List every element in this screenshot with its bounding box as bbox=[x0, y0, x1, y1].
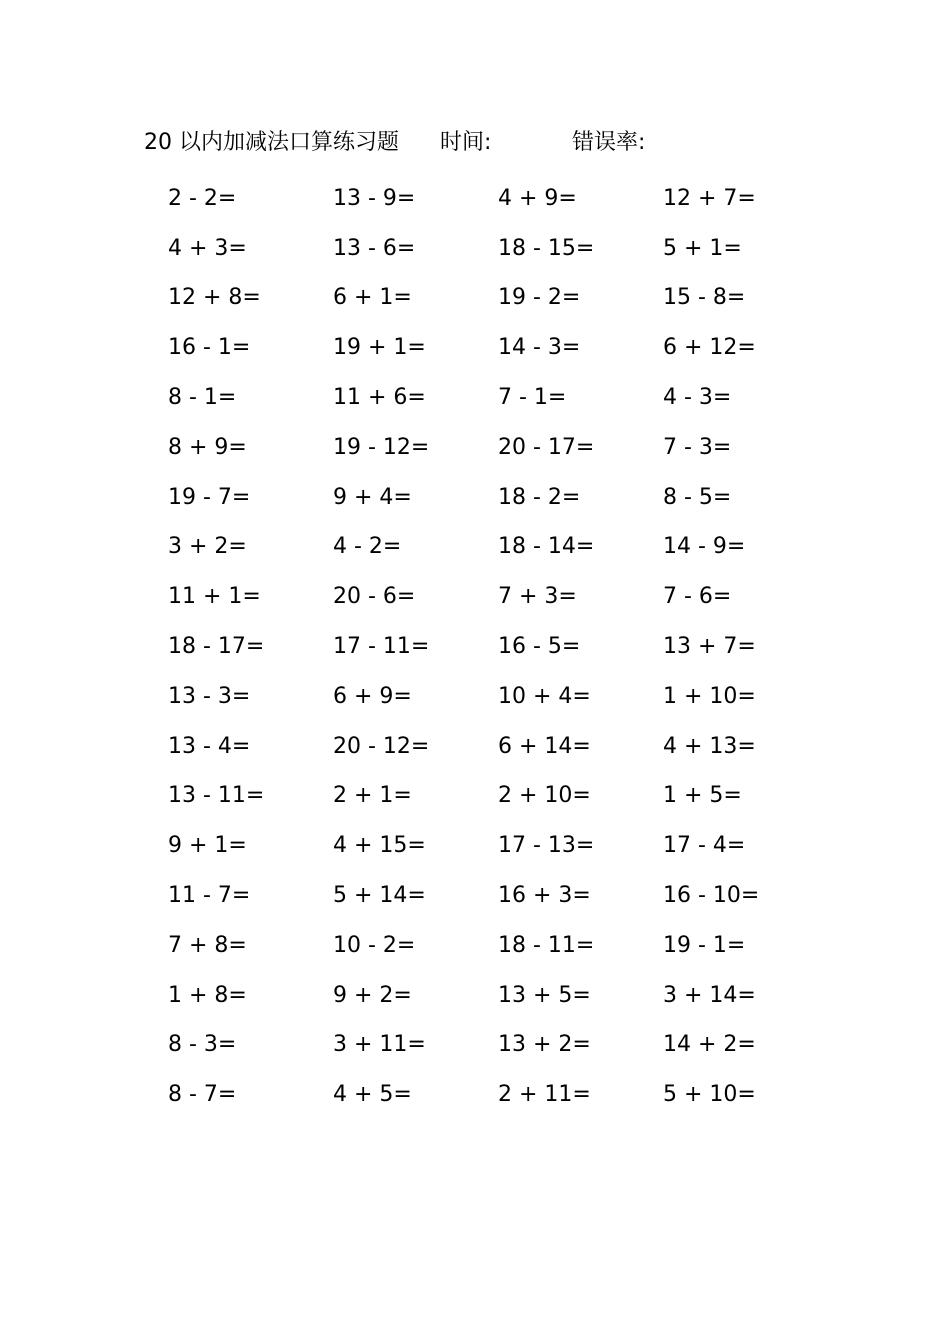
problem-row bbox=[140, 1021, 800, 1071]
math-problem: 14 - 3= bbox=[498, 335, 581, 361]
problem-row bbox=[140, 1070, 800, 1120]
worksheet-title: 20 以内加减法口算练习题 bbox=[144, 130, 399, 155]
math-problem: 5 + 1= bbox=[663, 235, 742, 261]
math-problem: 4 + 5= bbox=[333, 1082, 412, 1108]
math-problem: 13 - 3= bbox=[168, 683, 251, 709]
math-problem: 7 + 3= bbox=[498, 584, 577, 610]
math-problem: 7 + 8= bbox=[168, 932, 247, 958]
math-problem: 6 + 9= bbox=[333, 683, 412, 709]
math-problem: 2 + 1= bbox=[333, 783, 412, 809]
math-problem: 20 - 17= bbox=[498, 434, 595, 460]
math-problem: 10 + 4= bbox=[498, 683, 591, 709]
time-label: 时间: bbox=[440, 130, 492, 155]
math-problem: 7 - 6= bbox=[663, 584, 732, 610]
math-problem: 16 + 3= bbox=[498, 883, 591, 909]
problem-row bbox=[140, 622, 800, 672]
math-problem: 6 + 14= bbox=[498, 733, 591, 759]
problem-row bbox=[140, 921, 800, 971]
math-problem: 4 + 15= bbox=[333, 833, 426, 859]
math-problem: 14 + 2= bbox=[663, 1032, 756, 1058]
math-problem: 8 - 7= bbox=[168, 1082, 237, 1108]
math-problem: 20 - 6= bbox=[333, 584, 416, 610]
problem-row bbox=[140, 224, 800, 274]
math-problem: 6 + 12= bbox=[663, 335, 756, 361]
math-problem: 13 - 4= bbox=[168, 733, 251, 759]
math-problem: 18 - 14= bbox=[498, 534, 595, 560]
math-problem: 12 + 8= bbox=[168, 285, 261, 311]
math-problem: 3 + 2= bbox=[168, 534, 247, 560]
error-rate-label: 错误率: bbox=[572, 130, 646, 155]
math-problem: 11 + 6= bbox=[333, 385, 426, 411]
math-problem: 17 - 4= bbox=[663, 833, 746, 859]
problem-row bbox=[140, 572, 800, 622]
math-problem: 7 - 3= bbox=[663, 434, 732, 460]
math-problem: 8 + 9= bbox=[168, 434, 247, 460]
math-problem: 11 + 1= bbox=[168, 584, 261, 610]
problem-row bbox=[140, 473, 800, 523]
math-problem: 18 - 11= bbox=[498, 932, 595, 958]
math-problem: 5 + 10= bbox=[663, 1082, 756, 1108]
math-problem: 2 + 10= bbox=[498, 783, 591, 809]
math-problem: 15 - 8= bbox=[663, 285, 746, 311]
math-problem: 18 - 2= bbox=[498, 484, 581, 510]
math-problem: 7 - 1= bbox=[498, 385, 567, 411]
math-problem: 2 + 11= bbox=[498, 1082, 591, 1108]
math-problem: 10 - 2= bbox=[333, 932, 416, 958]
math-problem: 3 + 14= bbox=[663, 982, 756, 1008]
problem-row bbox=[140, 871, 800, 921]
math-problem: 6 + 1= bbox=[333, 285, 412, 311]
math-problem: 1 + 10= bbox=[663, 683, 756, 709]
math-problem: 19 - 12= bbox=[333, 434, 430, 460]
math-problem: 3 + 11= bbox=[333, 1032, 426, 1058]
math-problem: 20 - 12= bbox=[333, 733, 430, 759]
math-problem: 13 - 6= bbox=[333, 235, 416, 261]
math-problem: 12 + 7= bbox=[663, 185, 756, 211]
problem-row bbox=[140, 772, 800, 822]
math-problem: 1 + 8= bbox=[168, 982, 247, 1008]
math-problem: 8 - 3= bbox=[168, 1032, 237, 1058]
math-problem: 4 + 13= bbox=[663, 733, 756, 759]
math-problem: 19 + 1= bbox=[333, 335, 426, 361]
problem-row bbox=[140, 174, 800, 224]
math-problem: 4 + 3= bbox=[168, 235, 247, 261]
math-problem: 13 - 11= bbox=[168, 783, 265, 809]
math-problem: 13 + 7= bbox=[663, 634, 756, 660]
math-problem: 17 - 11= bbox=[333, 634, 430, 660]
math-problem: 4 + 9= bbox=[498, 185, 577, 211]
math-problem: 19 - 7= bbox=[168, 484, 251, 510]
math-problem: 2 - 2= bbox=[168, 185, 237, 211]
math-problem: 5 + 14= bbox=[333, 883, 426, 909]
problem-row bbox=[140, 523, 800, 573]
math-problem: 18 - 15= bbox=[498, 235, 595, 261]
math-problem: 9 + 1= bbox=[168, 833, 247, 859]
math-problem: 4 - 2= bbox=[333, 534, 402, 560]
math-problem: 4 - 3= bbox=[663, 385, 732, 411]
math-problem: 13 + 5= bbox=[498, 982, 591, 1008]
math-problem: 13 - 9= bbox=[333, 185, 416, 211]
math-problem: 18 - 17= bbox=[168, 634, 265, 660]
problem-grid bbox=[140, 174, 800, 1120]
math-problem: 19 - 1= bbox=[663, 932, 746, 958]
problem-row bbox=[140, 672, 800, 722]
math-problem: 8 - 5= bbox=[663, 484, 732, 510]
math-problem: 16 - 10= bbox=[663, 883, 760, 909]
math-problem: 17 - 13= bbox=[498, 833, 595, 859]
math-problem: 14 - 9= bbox=[663, 534, 746, 560]
problem-row bbox=[140, 423, 800, 473]
problem-row bbox=[140, 971, 800, 1021]
problem-row bbox=[140, 722, 800, 772]
math-problem: 9 + 2= bbox=[333, 982, 412, 1008]
math-problem: 8 - 1= bbox=[168, 385, 237, 411]
problem-row bbox=[140, 274, 800, 324]
problem-row bbox=[140, 821, 800, 871]
math-problem: 16 - 5= bbox=[498, 634, 581, 660]
math-problem: 11 - 7= bbox=[168, 883, 251, 909]
problem-row bbox=[140, 323, 800, 373]
problem-row bbox=[140, 373, 800, 423]
math-problem: 13 + 2= bbox=[498, 1032, 591, 1058]
math-problem: 16 - 1= bbox=[168, 335, 251, 361]
math-problem: 19 - 2= bbox=[498, 285, 581, 311]
math-problem: 9 + 4= bbox=[333, 484, 412, 510]
math-problem: 1 + 5= bbox=[663, 783, 742, 809]
